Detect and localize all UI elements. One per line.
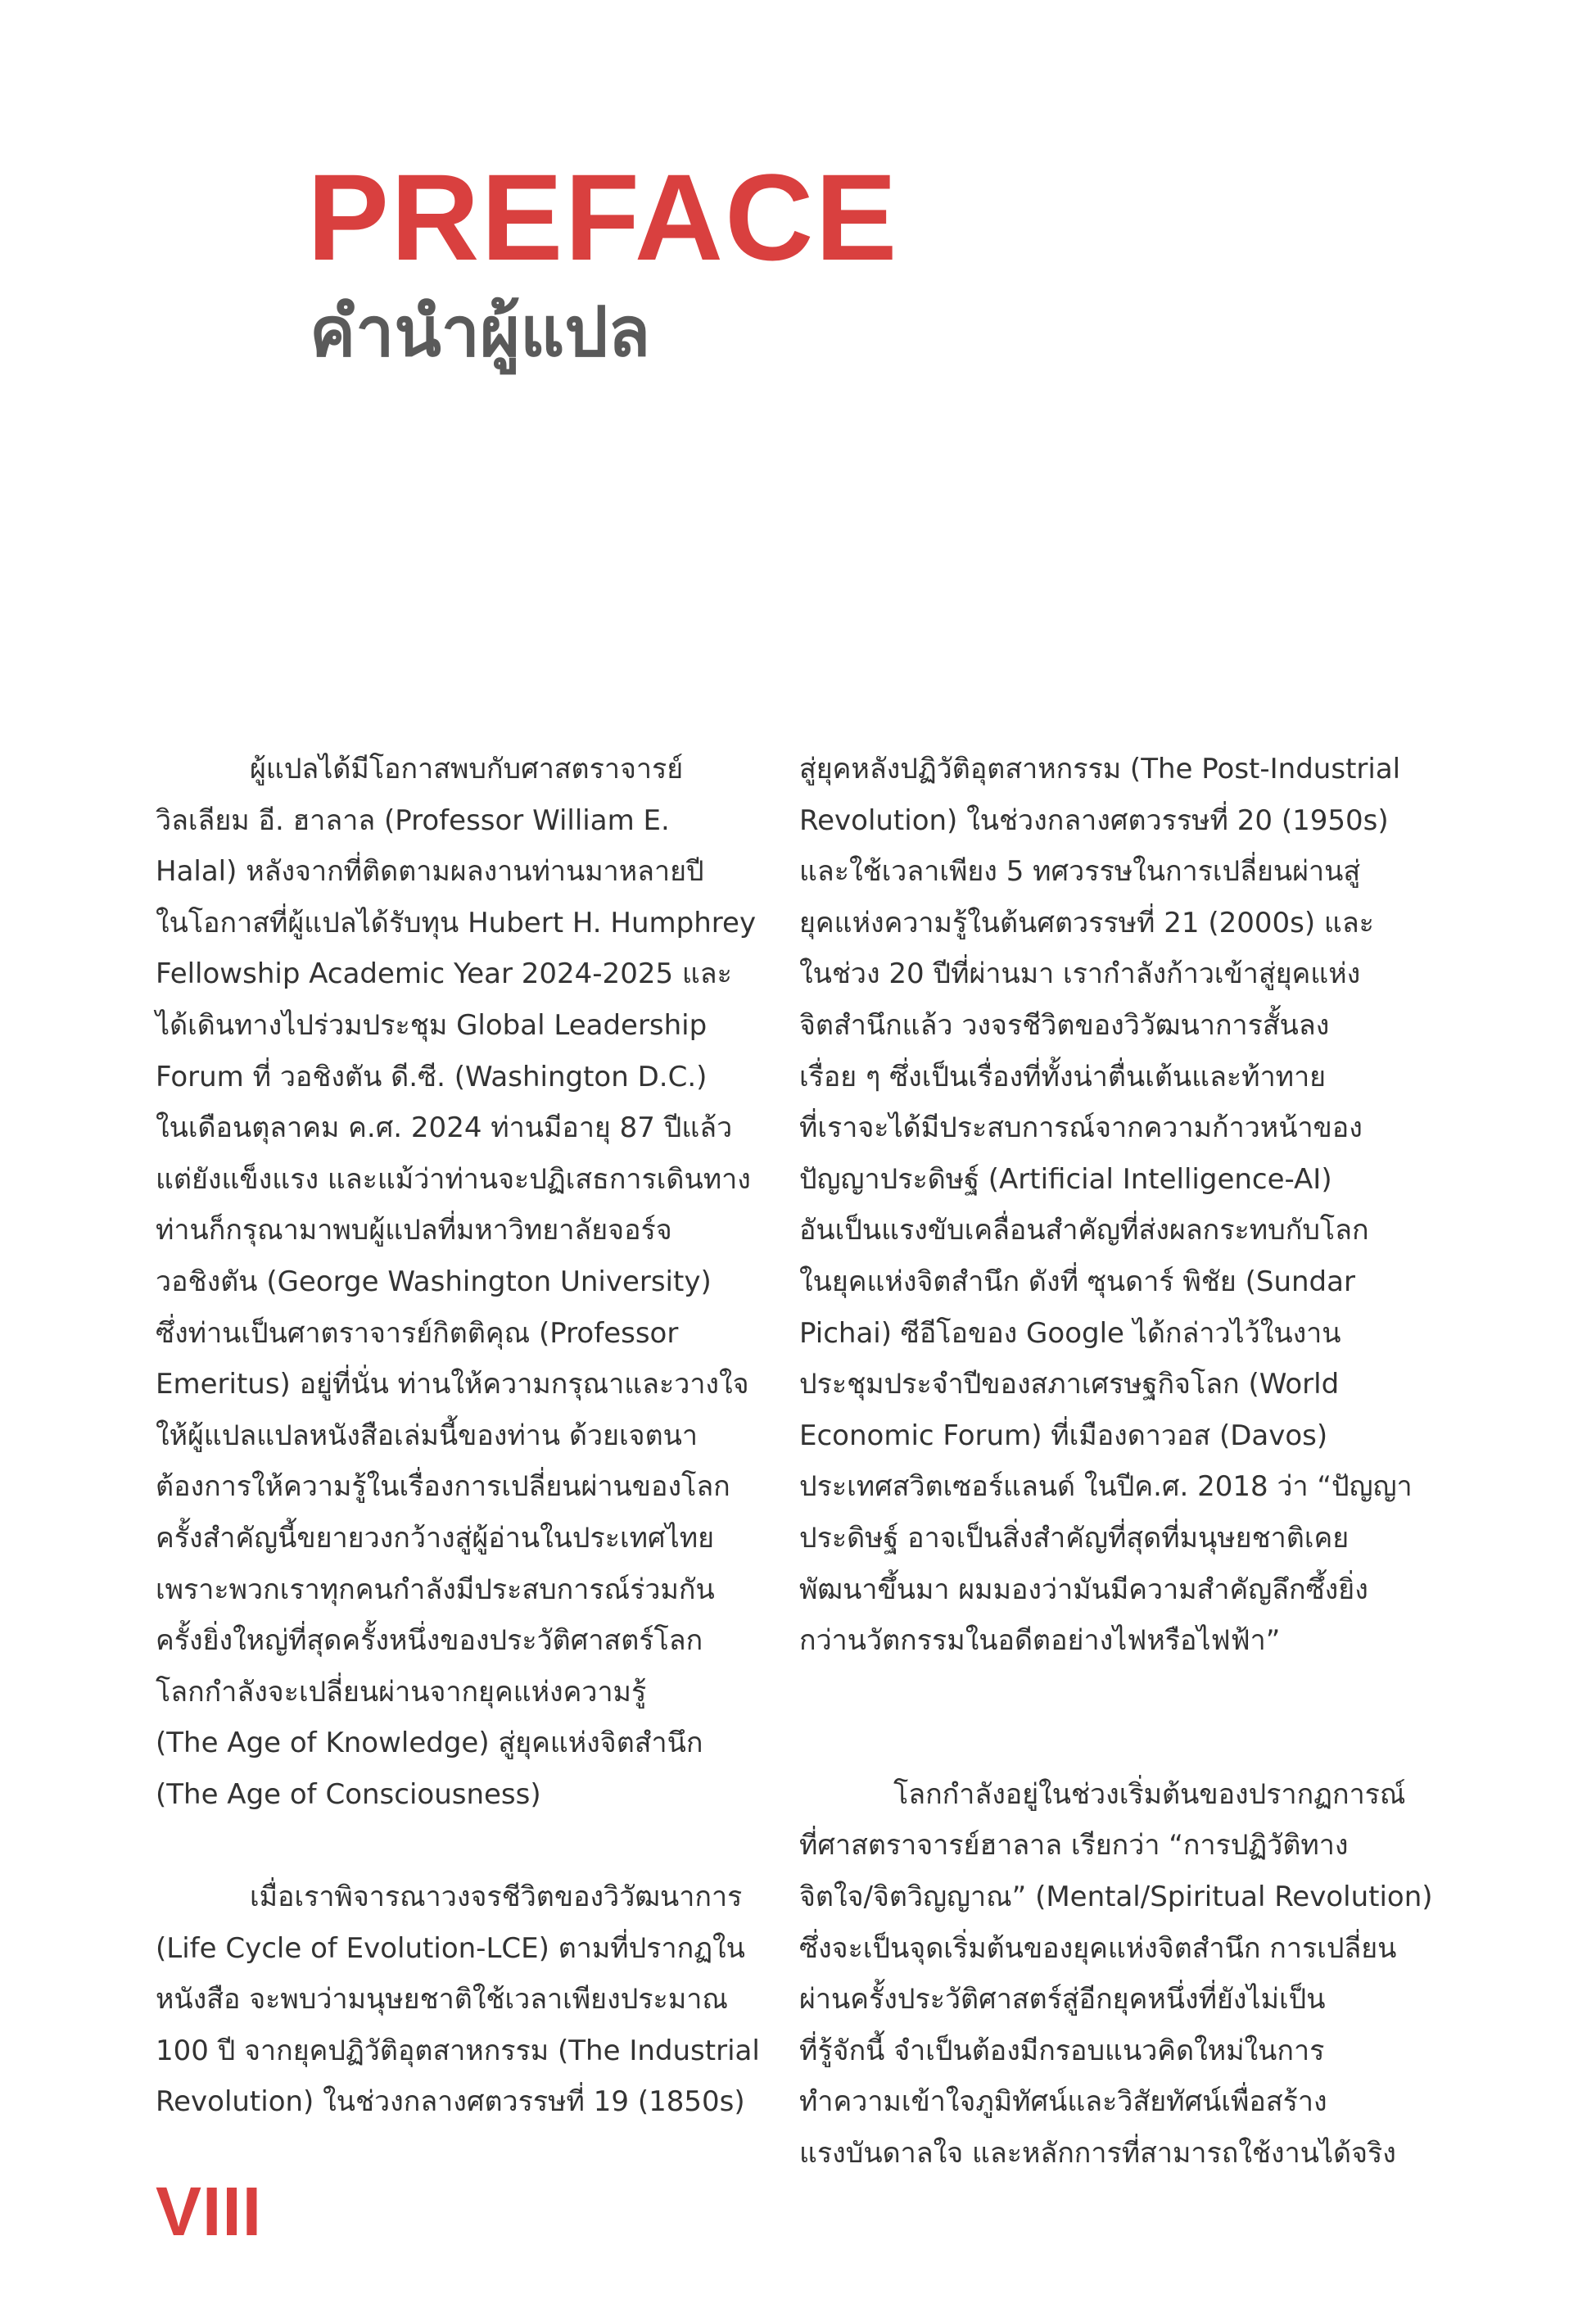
paragraph-line: พัฒนาขึ้นมา ผมมองว่ามันมีความสำคัญลึกซึ้งยิ่ง	[799, 1573, 1368, 1606]
paragraph-line: Halal) หลังจากที่ติดตามผลงานท่านมาหลายปี	[156, 855, 704, 889]
paragraph-line: Revolution) ในช่วงกลางศตวรรษที่ 20 (1950s)	[799, 803, 1389, 837]
paragraph-line: (The Age of Knowledge) สู่ยุคแห่งจิตสำนึก	[156, 1727, 703, 1760]
paragraph-line: ยุคแห่งความรู้ในต้นศตวรรษที่ 21 (2000s) และ	[799, 906, 1374, 939]
paragraph-line: แรงบันดาลใจ และหลักการที่สามารถใช้งานได้จริง	[799, 2137, 1396, 2170]
paragraph-line: Pichai) ซีอีโอของ Google ได้กล่าวไว้ในงาน	[799, 1316, 1341, 1350]
paragraph-line: จิตสำนึกแล้ว วงจรชีวิตของวิวัฒนาการสั้นลง	[799, 1008, 1330, 1042]
paragraph-line: ท่านก็กรุณามาพบผู้แปลที่มหาวิทยาลัยจอร์จ	[156, 1214, 672, 1247]
right-text-column	[799, 744, 1433, 2179]
paragraph-gap	[156, 1820, 778, 1872]
paragraph-line: ซึ่งท่านเป็นศาตราจารย์กิตติคุณ (Professor	[156, 1316, 679, 1350]
paragraph-line: แต่ยังแข็งแรง และแม้ว่าท่านจะปฏิเสธการเดินทาง	[156, 1162, 751, 1196]
paragraph-line: ให้ผู้แปลแปลหนังสือเล่มนี้ของท่าน ด้วยเจตนา	[156, 1419, 699, 1452]
paragraph-line: เรื่อย ๆ ซึ่งเป็นเรื่องที่ทั้งน่าตื่นเต้นและท้าทาย	[799, 1060, 1327, 1093]
paragraph-line: โลกกำลังจะเปลี่ยนผ่านจากยุคแห่งความรู้	[156, 1675, 647, 1709]
paragraph-line: เมื่อเราพิจารณาวงจรชีวิตของวิวัฒนาการ	[250, 1881, 743, 1914]
page-number: VIII	[156, 2173, 263, 2250]
paragraph-line: ในโอกาสที่ผู้แปลได้รับทุน Hubert H. Humphrey	[156, 906, 757, 939]
paragraph-line: ครั้งสำคัญนี้ขยายวงกว้างสู่ผู้อ่านในประเทศไทย	[156, 1521, 715, 1555]
paragraph-gap	[799, 1667, 1422, 1718]
paragraph-line: ได้เดินทางไปร่วมประชุม Global Leadership	[156, 1008, 708, 1042]
paragraph-line: ในยุคแห่งจิตสำนึก ดังที่ ซุนดาร์ พิชัย (Sundar	[799, 1265, 1355, 1298]
paragraph-line: หนังสือ จะพบว่ามนุษยชาติใช้เวลาเพียงประมาณ	[156, 1983, 728, 2016]
paragraph-line: ที่เราจะได้มีประสบการณ์จากความก้าวหน้าของ	[799, 1111, 1363, 1145]
paragraph-line: อันเป็นแรงขับเคลื่อนสำคัญที่ส่งผลกระทบกับโลก	[799, 1214, 1369, 1247]
paragraph-line: ประชุมประจำปีของสภาเศรษฐกิจโลก (World	[799, 1368, 1340, 1401]
paragraph-line: ปัญญาประดิษฐ์ (Artificial Intelligence-AI)	[799, 1162, 1332, 1196]
paragraph-line: 100 ปี จากยุคปฏิวัติอุตสาหกรรม (The Industrial	[156, 2034, 760, 2067]
paragraph-line: ที่ศาสตราจารย์ฮาลาล เรียกว่า “การปฏิวัติทาง	[799, 1829, 1349, 1863]
paragraph-line: ในช่วง 20 ปีที่ผ่านมา เรากำลังก้าวเข้าสู่ยุคแห่ง	[799, 957, 1361, 991]
paragraph-line: กว่านวัตกรรมในอดีตอย่างไฟหรือไฟฟ้า”	[799, 1624, 1281, 1658]
paragraph-line: ผู้แปลได้มีโอกาสพบกับศาสตราจารย์	[250, 753, 684, 785]
paragraph-line: ในเดือนตุลาคม ค.ศ. 2024 ท่านมีอายุ 87 ปีแล้ว	[156, 1111, 733, 1145]
paragraph-line: Emeritus) อยู่ที่นั่น ท่านให้ความกรุณาและวางใจ	[156, 1368, 749, 1401]
paragraph-line: โลกกำลังอยู่ในช่วงเริ่มต้นของปรากฏการณ์	[893, 1777, 1406, 1811]
paragraph-line: ผ่านครั้งประวัติศาสตร์สู่อีกยุคหนึ่งที่ยังไม่เป็น	[799, 1983, 1326, 2016]
paragraph-line: จิตใจ/จิตวิญญาณ” (Mental/Spiritual Revolution)	[799, 1881, 1433, 1914]
paragraph-line: (The Age of Consciousness)	[156, 1777, 541, 1811]
page-title: PREFACE	[307, 148, 899, 286]
paragraph-line: ทำความเข้าใจภูมิทัศน์และวิสัยทัศน์เพื่อสร้าง	[799, 2085, 1327, 2119]
paragraph-line: ประเทศสวิตเซอร์แลนด์ ในปีค.ศ. 2018 ว่า “ปัญญา	[799, 1470, 1413, 1504]
paragraph-line: ที่รู้จักนี้ จำเป็นต้องมีกรอบแนวคิดใหม่ในการ	[799, 2034, 1325, 2067]
paragraph-line: เพราะพวกเราทุกคนกำลังมีประสบการณ์ร่วมกัน	[156, 1573, 715, 1606]
paragraph-line: ต้องการให้ความรู้ในเรื่องการเปลี่ยนผ่านของโลก	[156, 1470, 730, 1504]
paragraph-line: ประดิษฐ์ อาจเป็นสิ่งสำคัญที่สุดที่มนุษยชาติเคย	[799, 1521, 1350, 1555]
paragraph-line: และใช้เวลาเพียง 5 ทศวรรษในการเปลี่ยนผ่านสู่	[799, 855, 1361, 889]
paragraph-line: ครั้งยิ่งใหญ่ที่สุดครั้งหนึ่งของประวัติศาสตร์โลก	[156, 1624, 703, 1658]
paragraph-line: (Life Cycle of Evolution-LCE) ตามที่ปรากฏใน	[156, 1931, 745, 1965]
paragraph-line: ซึ่งจะเป็นจุดเริ่มต้นของยุคแห่งจิตสำนึก การเปลี่ยน	[799, 1931, 1397, 1965]
left-text-column	[156, 744, 778, 2128]
paragraph-line: Revolution) ในช่วงกลางศตวรรษที่ 19 (1850s)	[156, 2085, 745, 2119]
paragraph-line: Fellowship Academic Year 2024-2025 และ	[156, 957, 732, 991]
paragraph-line: วิลเลียม อี. ฮาลาล (Professor William E.	[156, 803, 670, 837]
paragraph-line: สู่ยุคหลังปฏิวัติอุตสาหกรรม (The Post-Industrial	[799, 753, 1401, 785]
paragraph-line: Forum ที่ วอชิงตัน ดี.ซี. (Washington D.C.)	[156, 1060, 708, 1093]
paragraph-gap	[799, 1718, 1422, 1769]
page-subtitle: คำนำผู้แปล	[310, 292, 651, 372]
paragraph-line: วอชิงตัน (George Washington University)	[156, 1265, 712, 1298]
paragraph-line: Economic Forum) ที่เมืองดาวอส (Davos)	[799, 1419, 1328, 1452]
